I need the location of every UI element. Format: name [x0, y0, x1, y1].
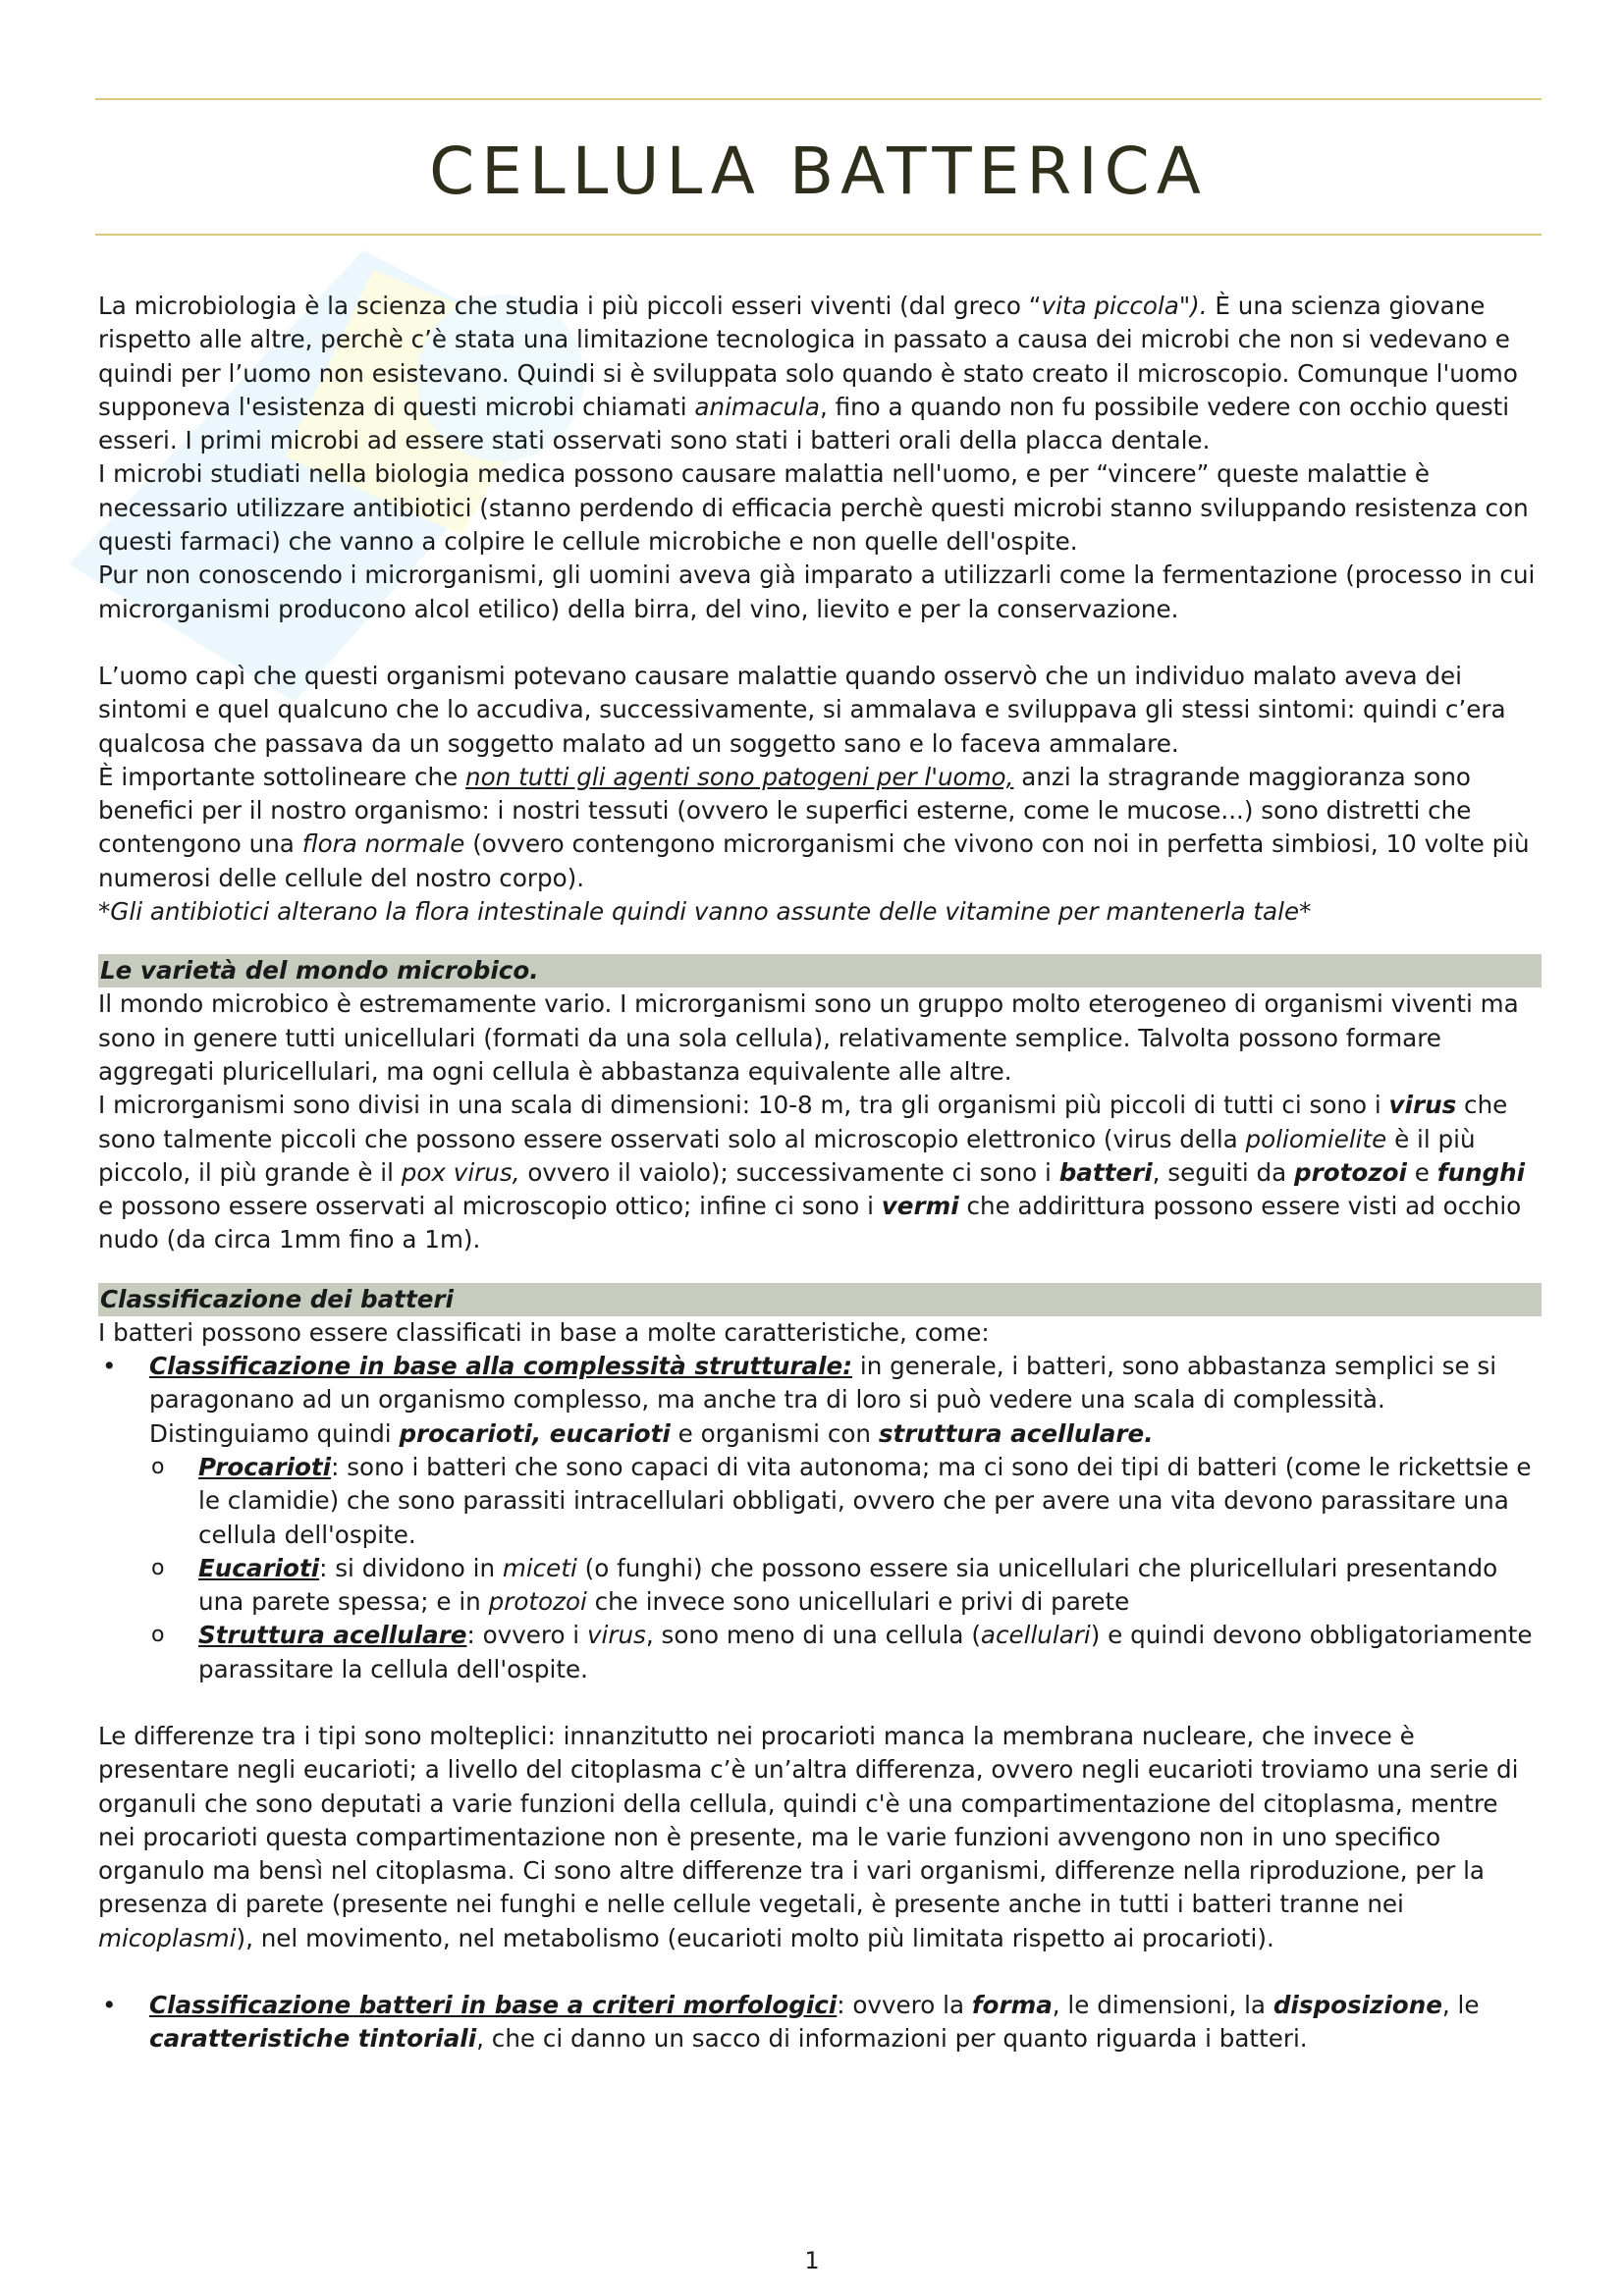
section-heading-classificazione: Classificazione dei batteri	[98, 1283, 1542, 1316]
intro-paragraph-3: Pur non conoscendo i microrganismi, gli uomini aveva già imparato a utilizzarli come la fermentazione (processo in cui microrganismi producono alcol etilico) della birra, del vino, lievito e per la conservazione.	[98, 561, 1536, 623]
page-number: 1	[804, 2247, 820, 2274]
sublist-item-struttura-acellulare: o Struttura acellulare: ovvero i virus, sono meno di una cellula (acellulari) e quindi devono obbligatoriamente parassitare la cellula dell'ospite.	[149, 1619, 1542, 1686]
page-title: CELLULA BATTERICA	[429, 133, 1208, 209]
sublist-item-procarioti: o Procarioti: sono i batteri che sono capaci di vita autonoma; ma ci sono dei tipi di batteri (come le rickettsie e le clamidie) che sono parassiti intracellulari obbligati, ovvero che per avere una vita devono parassitare una cellula dell'ospite.	[149, 1451, 1542, 1552]
document-body	[98, 290, 1542, 2056]
classificazione-list	[98, 1350, 1542, 1686]
varieta-paragraph-2: I microrganismi sono divisi in una scala di dimensioni: 10-8 m, tra gli organismi più piccoli di tutti ci sono i virus che sono talmente piccoli che possono essere osservati solo al microscopio elettronico (virus della poliomielite è il più piccolo, il più grande è il pox virus, ovvero il vaiolo); successivamente ci sono i batteri, seguiti da protozoi e funghi e possono essere osservati al microscopio ottico; infine ci sono i vermi che addirittura possono essere visti ad occhio nudo (da circa 1mm fino a 1m).	[98, 1091, 1526, 1255]
intro-paragraph-4: L’uomo capì che questi organismi potevano causare malattie quando osservò che un individuo malato aveva dei sintomi e quel qualcuno che lo accudiva, successivamente, si ammalava e sviluppava gli stessi sintomi: quindi c’era qualcosa che passava da un soggetto malato ad un soggetto sano e lo faceva ammalare.	[98, 661, 1506, 758]
list-item-complessita: • Classificazione in base alla complessità strutturale: in generale, i batteri, sono abbastanza semplici se si paragonano ad un organismo complesso, ma anche tra di loro si può vedere una scala di complessità. Distinguiamo quindi procarioti, eucarioti e organismi con struttura acellulare. o Procarioti: sono i batteri che sono capaci di vita autonoma; ma ci sono dei tipi di batteri (come le rickettsie e le clamidie) che sono parassiti intracellulari obbligati, ovvero che per avere una vita devono parassitare una cellula dell'ospite. o Eucarioti: si dividono in miceti (o funghi) che possono essere sia unicellulari che pluricellulari presentando una parete spessa; e in protozoi che invece sono unicellulari e privi di parete o Struttura acellulare: ovvero i virus, sono meno di una cellula (acellulari) e quindi devono obbligatoriamente parassitare la cellula dell'ospite.	[98, 1350, 1542, 1686]
intro-note: *Gli antibiotici alterano la flora intestinale quindi vanno assunte delle vitamine per mantenerla tale*	[98, 897, 1312, 927]
classificazione-intro: I batteri possono essere classificati in base a molte caratteristiche, come:	[98, 1317, 990, 1347]
section-heading-varieta: Le varietà del mondo microbico.	[98, 954, 1542, 988]
sublist-item-eucarioti: o Eucarioti: si dividono in miceti (o funghi) che possono essere sia unicellulari che pluricellulari presentando una parete spessa; e in protozoi che invece sono unicellulari e privi di parete	[149, 1552, 1542, 1620]
varieta-paragraph-1: Il mondo microbico è estremamente vario. I microrganismi sono un gruppo molto eterogeneo di organismi viventi ma sono in genere tutti unicellulari (formati da una sola cellula), relativamente semplice. Talvolta possono formare aggregati pluricellulari, ma ogni cellula è abbastanza equivalente alle altre.	[98, 989, 1519, 1086]
complessita-sublist	[149, 1451, 1542, 1686]
classificazione-list-2	[98, 1989, 1542, 2056]
differenze-paragraph: Le differenze tra i tipi sono molteplici: innanzitutto nei procarioti manca la membrana nucleare, che invece è presentare negli eucarioti; a livello del citoplasma c’è un’altra differenza, ovvero negli eucarioti troviamo una serie di organuli che sono deputati a varie funzioni della cellula, quindi c'è una compartimentazione del citoplasma, mentre nei procarioti questa compartimentazione non è presente, ma le varie funzioni avvengono non in uno specifico organulo ma bensì nel citoplasma. Ci sono altre differenze tra i vari organismi, differenze nella riproduzione, per la presenza di parete (presente nei funghi e nelle cellule vegetali, è presente anche in tutti i batteri tranne nei micoplasmi), nel movimento, nel metabolismo (eucarioti molto più limitata rispetto ai procarioti).	[98, 1721, 1519, 1952]
top-rule	[95, 98, 1542, 100]
intro-paragraph-2: I microbi studiati nella biologia medica possono causare malattia nell'uomo, e per “vincere” queste malattie è necessario utilizzare antibiotici (stanno perdendo di efficacia perchè questi microbi stanno sviluppando resistenza con questi farmaci) che vanno a colpire le cellule microbiche e non quelle dell'ospite.	[98, 459, 1529, 557]
intro-paragraph-5: È importante sottolineare che non tutti gli agenti sono patogeni per l'uomo, anzi la stragrande maggioranza sono benefici per il nostro organismo: i nostri tessuti (ovvero le superfici esterne, come le mucose...) sono distretti che contengono una flora normale (ovvero contengono microrganismi che vivono con noi in perfetta simbiosi, 10 volte più numerosi delle cellule del nostro corpo).	[98, 762, 1530, 892]
list-item-morfologici: • Classificazione batteri in base a criteri morfologici: ovvero la forma, le dimensioni, la disposizione, le caratteristiche tintoriali, che ci danno un sacco di informazioni per quanto riguarda i batteri.	[98, 1989, 1542, 2056]
title-underline-rule	[95, 234, 1542, 236]
intro-paragraph-1: La microbiologia è la scienza che studia i più piccoli esseri viventi (dal greco “vita piccola"). È una scienza giovane rispetto alle altre, perchè c’è stata una limitazione tecnologica in passato a causa dei microbi che non si vedevano e quindi per l’uomo non esistevano. Quindi si è sviluppata solo quando è stato creato il microscopio. Comunque l'uomo supponeva l'esistenza di questi microbi chiamati animacula, fino a quando non fu possibile vedere con occhio questi esseri. I primi microbi ad essere stati osservati sono stati i batteri orali della placca dentale.	[98, 292, 1518, 455]
